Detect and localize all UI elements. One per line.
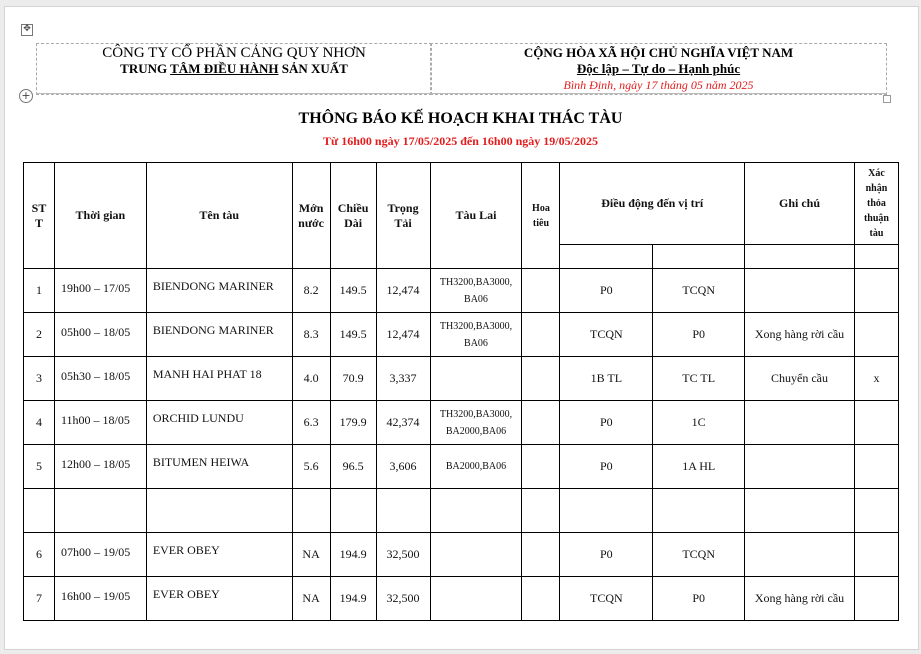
col-header-move-from bbox=[560, 245, 653, 269]
length-cell-text: 194.9 bbox=[339, 591, 367, 605]
header-right-cell bbox=[430, 43, 887, 95]
ship-name-cell-text: BITUMEN HEIWA bbox=[152, 455, 250, 469]
department-name bbox=[37, 61, 431, 77]
move-to-cell[interactable] bbox=[653, 489, 745, 533]
header-left-cell bbox=[36, 43, 432, 95]
move-from-cell[interactable] bbox=[560, 269, 653, 313]
tug-cell-text: TH3200,BA3000, BA2000,BA06 bbox=[439, 408, 513, 437]
draft-cell[interactable] bbox=[292, 533, 330, 577]
department-prefix: TRUNG bbox=[120, 61, 171, 76]
pilot-cell[interactable] bbox=[522, 533, 560, 577]
tug-cell-text: BA2000,BA06 bbox=[445, 461, 507, 472]
company-name: CÔNG TY CỔ PHẦN CẢNG QUY NHƠN bbox=[102, 45, 366, 61]
stt-cell[interactable] bbox=[24, 577, 55, 621]
document-title: THÔNG BÁO KẾ HOẠCH KHAI THÁC TÀU bbox=[298, 110, 623, 127]
move-from-cell-text: P0 bbox=[600, 283, 613, 297]
ship-name-cell-text: BIENDONG MARINER bbox=[152, 323, 274, 337]
nation-name: CỘNG HÒA XÃ HỘI CHỦ NGHĨA VIỆT NAM bbox=[523, 45, 794, 60]
tonnage-cell[interactable] bbox=[376, 357, 430, 401]
time-cell[interactable] bbox=[54, 313, 146, 357]
document-date: Bình Định, ngày 17 tháng 05 năm 2025 bbox=[563, 78, 754, 92]
note-cell[interactable] bbox=[745, 577, 855, 621]
stt-cell[interactable] bbox=[24, 313, 55, 357]
tonnage-cell-text: 12,474 bbox=[386, 283, 420, 297]
stt-cell-text: 7 bbox=[35, 591, 42, 605]
note-cell-text: Xong hàng rời cầu bbox=[754, 327, 845, 341]
ship-name-cell-text: MANH HAI PHAT 18 bbox=[152, 367, 262, 381]
tug-cell[interactable] bbox=[430, 357, 522, 401]
length-cell-text: 149.5 bbox=[339, 327, 367, 341]
note-cell[interactable] bbox=[745, 533, 855, 577]
move-to-cell-text: P0 bbox=[692, 327, 706, 341]
col-header-time: Thời gian bbox=[54, 163, 146, 269]
draft-cell[interactable] bbox=[292, 313, 330, 357]
tonnage-cell[interactable] bbox=[376, 577, 430, 621]
move-to-cell[interactable] bbox=[653, 533, 745, 577]
length-cell-text: 179.9 bbox=[339, 415, 367, 429]
ship-name-cell[interactable] bbox=[146, 357, 292, 401]
time-cell-text: 05h00 – 18/05 bbox=[60, 325, 131, 339]
draft-cell-text: 4.0 bbox=[303, 371, 319, 385]
ship-name-cell-text: BIENDONG MARINER bbox=[152, 279, 274, 293]
draft-cell-text: NA bbox=[302, 547, 320, 561]
ship-name-cell[interactable] bbox=[146, 269, 292, 313]
col-header-pilot: Hoa tiêu bbox=[522, 163, 560, 269]
table-move-handle-icon[interactable]: ✥ bbox=[21, 24, 33, 36]
ship-name-cell[interactable] bbox=[146, 489, 292, 533]
header-divider bbox=[36, 93, 887, 94]
move-from-cell[interactable] bbox=[560, 313, 653, 357]
time-cell-text: 12h00 – 18/05 bbox=[60, 457, 131, 471]
move-from-cell[interactable] bbox=[560, 489, 653, 533]
length-cell-text: 149.5 bbox=[339, 283, 367, 297]
stt-cell-text: 3 bbox=[35, 371, 42, 385]
table-row bbox=[24, 577, 899, 621]
pilot-cell[interactable] bbox=[522, 489, 560, 533]
length-cell[interactable] bbox=[330, 269, 376, 313]
move-from-cell[interactable] bbox=[560, 401, 653, 445]
confirm-cell[interactable] bbox=[854, 577, 898, 621]
tonnage-cell[interactable] bbox=[376, 533, 430, 577]
tug-cell-text: TH3200,BA3000, BA06 bbox=[439, 276, 513, 305]
ship-name-cell[interactable] bbox=[146, 445, 292, 489]
time-cell[interactable] bbox=[54, 445, 146, 489]
time-cell[interactable] bbox=[54, 533, 146, 577]
col-header-ship: Tên tàu bbox=[146, 163, 292, 269]
length-cell-text: 194.9 bbox=[339, 547, 367, 561]
move-from-cell[interactable] bbox=[560, 357, 653, 401]
length-cell[interactable] bbox=[330, 577, 376, 621]
ship-plan-table bbox=[23, 162, 899, 621]
col-header-move: Điều động đến vị trí bbox=[560, 163, 745, 245]
time-cell[interactable] bbox=[54, 401, 146, 445]
tug-cell[interactable] bbox=[430, 313, 522, 357]
stt-cell[interactable] bbox=[24, 269, 55, 313]
draft-cell[interactable] bbox=[292, 269, 330, 313]
draft-cell-text: 8.2 bbox=[303, 283, 319, 297]
move-from-cell-text: P0 bbox=[600, 415, 613, 429]
tonnage-cell-text: 32,500 bbox=[386, 547, 420, 561]
length-cell[interactable] bbox=[330, 533, 376, 577]
draft-cell[interactable] bbox=[292, 357, 330, 401]
stt-cell-text: 6 bbox=[35, 547, 42, 561]
stt-cell[interactable] bbox=[24, 489, 55, 533]
table-row bbox=[24, 445, 899, 489]
tug-cell[interactable] bbox=[430, 533, 522, 577]
move-from-cell[interactable] bbox=[560, 445, 653, 489]
move-to-cell-text: TC TL bbox=[682, 371, 716, 385]
pilot-cell[interactable] bbox=[522, 357, 560, 401]
confirm-cell-text: x bbox=[873, 371, 880, 385]
note-cell-text: Xong hàng rời cầu bbox=[754, 591, 845, 605]
draft-cell-text: 5.6 bbox=[303, 459, 319, 473]
length-cell[interactable] bbox=[330, 357, 376, 401]
stt-cell-text: 4 bbox=[35, 415, 42, 429]
col-header-note: Ghi chú bbox=[745, 163, 855, 245]
stt-cell[interactable] bbox=[24, 533, 55, 577]
stt-cell[interactable] bbox=[24, 357, 55, 401]
tonnage-cell[interactable] bbox=[376, 269, 430, 313]
note-cell[interactable] bbox=[745, 313, 855, 357]
move-to-cell[interactable] bbox=[653, 357, 745, 401]
confirm-cell[interactable] bbox=[854, 313, 898, 357]
length-cell-text: 96.5 bbox=[342, 459, 364, 473]
col-header-length: Chiều Dài bbox=[330, 163, 376, 269]
length-cell[interactable] bbox=[330, 401, 376, 445]
stt-cell[interactable] bbox=[24, 401, 55, 445]
move-to-cell[interactable] bbox=[653, 269, 745, 313]
tonnage-cell-text: 3,337 bbox=[389, 371, 417, 385]
tonnage-cell-text: 42,374 bbox=[386, 415, 420, 429]
move-from-cell-text: TCQN bbox=[590, 327, 623, 341]
time-cell-text: 19h00 – 17/05 bbox=[60, 281, 131, 295]
length-cell[interactable] bbox=[330, 445, 376, 489]
draft-cell[interactable] bbox=[292, 401, 330, 445]
tonnage-cell[interactable] bbox=[376, 445, 430, 489]
move-to-cell[interactable] bbox=[653, 313, 745, 357]
draft-cell[interactable] bbox=[292, 445, 330, 489]
length-cell[interactable] bbox=[330, 489, 376, 533]
tug-cell[interactable] bbox=[430, 577, 522, 621]
table-row bbox=[24, 401, 899, 445]
tonnage-cell-text: 32,500 bbox=[386, 591, 420, 605]
pilot-cell[interactable] bbox=[522, 577, 560, 621]
col-header-move-to bbox=[653, 245, 745, 269]
confirm-cell[interactable] bbox=[854, 533, 898, 577]
note-cell-text: Chuyển cầu bbox=[771, 371, 828, 385]
tug-cell[interactable] bbox=[430, 445, 522, 489]
document-subtitle: Từ 16h00 ngày 17/05/2025 đến 16h00 ngày 19/05/2025 bbox=[323, 134, 598, 148]
length-cell[interactable] bbox=[330, 313, 376, 357]
move-to-cell-text: P0 bbox=[692, 591, 706, 605]
draft-cell[interactable] bbox=[292, 577, 330, 621]
note-cell[interactable] bbox=[745, 489, 855, 533]
draft-cell[interactable] bbox=[292, 489, 330, 533]
time-cell-text: 11h00 – 18/05 bbox=[60, 413, 130, 427]
tug-cell[interactable] bbox=[430, 401, 522, 445]
col-header-tug: Tàu Lai bbox=[430, 163, 522, 269]
draft-cell-text: 8.3 bbox=[303, 327, 319, 341]
col-header-tonnage: Trọng Tải bbox=[376, 163, 430, 269]
move-to-cell-text: 1A HL bbox=[682, 459, 716, 473]
tonnage-cell[interactable] bbox=[376, 401, 430, 445]
tug-cell[interactable] bbox=[430, 489, 522, 533]
ship-name-cell-text: ORCHID LUNDU bbox=[152, 411, 244, 425]
move-to-cell-text: TCQN bbox=[682, 283, 716, 297]
col-header-note-sub bbox=[745, 245, 855, 269]
national-motto: Độc lập – Tự do – Hạnh phúc bbox=[576, 61, 741, 76]
move-from-cell-text: P0 bbox=[600, 547, 613, 561]
stt-cell-text: 1 bbox=[35, 283, 42, 297]
col-header-confirm: Xác nhận thỏa thuận tàu bbox=[854, 163, 898, 245]
time-cell-text: 07h00 – 19/05 bbox=[60, 545, 131, 559]
col-header-stt: ST T bbox=[24, 163, 55, 269]
col-header-draft: Mớn nước bbox=[292, 163, 330, 269]
table-row bbox=[24, 357, 899, 401]
note-cell[interactable] bbox=[745, 445, 855, 489]
pilot-cell[interactable] bbox=[522, 269, 560, 313]
move-from-cell-text: 1B TL bbox=[590, 371, 623, 385]
table-resize-handle[interactable] bbox=[883, 95, 891, 103]
time-cell[interactable] bbox=[54, 577, 146, 621]
confirm-cell[interactable] bbox=[854, 269, 898, 313]
note-cell[interactable] bbox=[745, 401, 855, 445]
ship-name-cell[interactable] bbox=[146, 313, 292, 357]
move-from-cell[interactable] bbox=[560, 533, 653, 577]
tug-cell[interactable] bbox=[430, 269, 522, 313]
move-to-cell[interactable] bbox=[653, 401, 745, 445]
table-row bbox=[24, 313, 899, 357]
ship-name-cell-text: EVER OBEY bbox=[152, 543, 220, 557]
move-from-cell-text: TCQN bbox=[590, 591, 623, 605]
ship-name-cell[interactable] bbox=[146, 401, 292, 445]
tonnage-cell[interactable] bbox=[376, 489, 430, 533]
table-row bbox=[24, 269, 899, 313]
time-cell[interactable] bbox=[54, 269, 146, 313]
col-header-confirm-sub bbox=[854, 245, 898, 269]
table-row bbox=[24, 533, 899, 577]
move-to-cell-text: TCQN bbox=[682, 547, 716, 561]
stt-cell-text: 2 bbox=[35, 327, 42, 341]
department-underlined: TÂM ĐIỀU HÀNH bbox=[170, 61, 279, 76]
ship-name-cell[interactable] bbox=[146, 533, 292, 577]
stt-cell-text: 5 bbox=[35, 459, 42, 473]
time-cell-text: 05h30 – 18/05 bbox=[60, 369, 131, 383]
move-from-cell[interactable] bbox=[560, 577, 653, 621]
move-to-cell[interactable] bbox=[653, 445, 745, 489]
pilot-cell[interactable] bbox=[522, 445, 560, 489]
move-to-cell-text: 1C bbox=[691, 415, 706, 429]
tonnage-cell-text: 3,606 bbox=[389, 459, 417, 473]
tug-cell-text: TH3200,BA3000, BA06 bbox=[439, 320, 513, 349]
ship-name-cell[interactable] bbox=[146, 577, 292, 621]
draft-cell-text: NA bbox=[302, 591, 320, 605]
note-cell[interactable] bbox=[745, 269, 855, 313]
confirm-cell[interactable] bbox=[854, 357, 898, 401]
confirm-cell[interactable] bbox=[854, 489, 898, 533]
length-cell-text: 70.9 bbox=[342, 371, 364, 385]
pilot-cell[interactable] bbox=[522, 313, 560, 357]
draft-cell-text: 6.3 bbox=[303, 415, 319, 429]
tonnage-cell-text: 12,474 bbox=[386, 327, 420, 341]
department-suffix: SẢN XUẤT bbox=[278, 61, 348, 76]
time-cell-text: 16h00 – 19/05 bbox=[60, 589, 131, 603]
move-to-cell[interactable] bbox=[653, 577, 745, 621]
move-from-cell-text: P0 bbox=[600, 459, 613, 473]
add-row-icon[interactable]: + bbox=[19, 89, 33, 103]
time-cell[interactable] bbox=[54, 489, 146, 533]
tonnage-cell[interactable] bbox=[376, 313, 430, 357]
confirm-cell[interactable] bbox=[854, 401, 898, 445]
stt-cell[interactable] bbox=[24, 445, 55, 489]
confirm-cell[interactable] bbox=[854, 445, 898, 489]
ship-name-cell-text: EVER OBEY bbox=[152, 587, 220, 601]
time-cell[interactable] bbox=[54, 357, 146, 401]
table-row bbox=[24, 489, 899, 533]
pilot-cell[interactable] bbox=[522, 401, 560, 445]
note-cell[interactable] bbox=[745, 357, 855, 401]
